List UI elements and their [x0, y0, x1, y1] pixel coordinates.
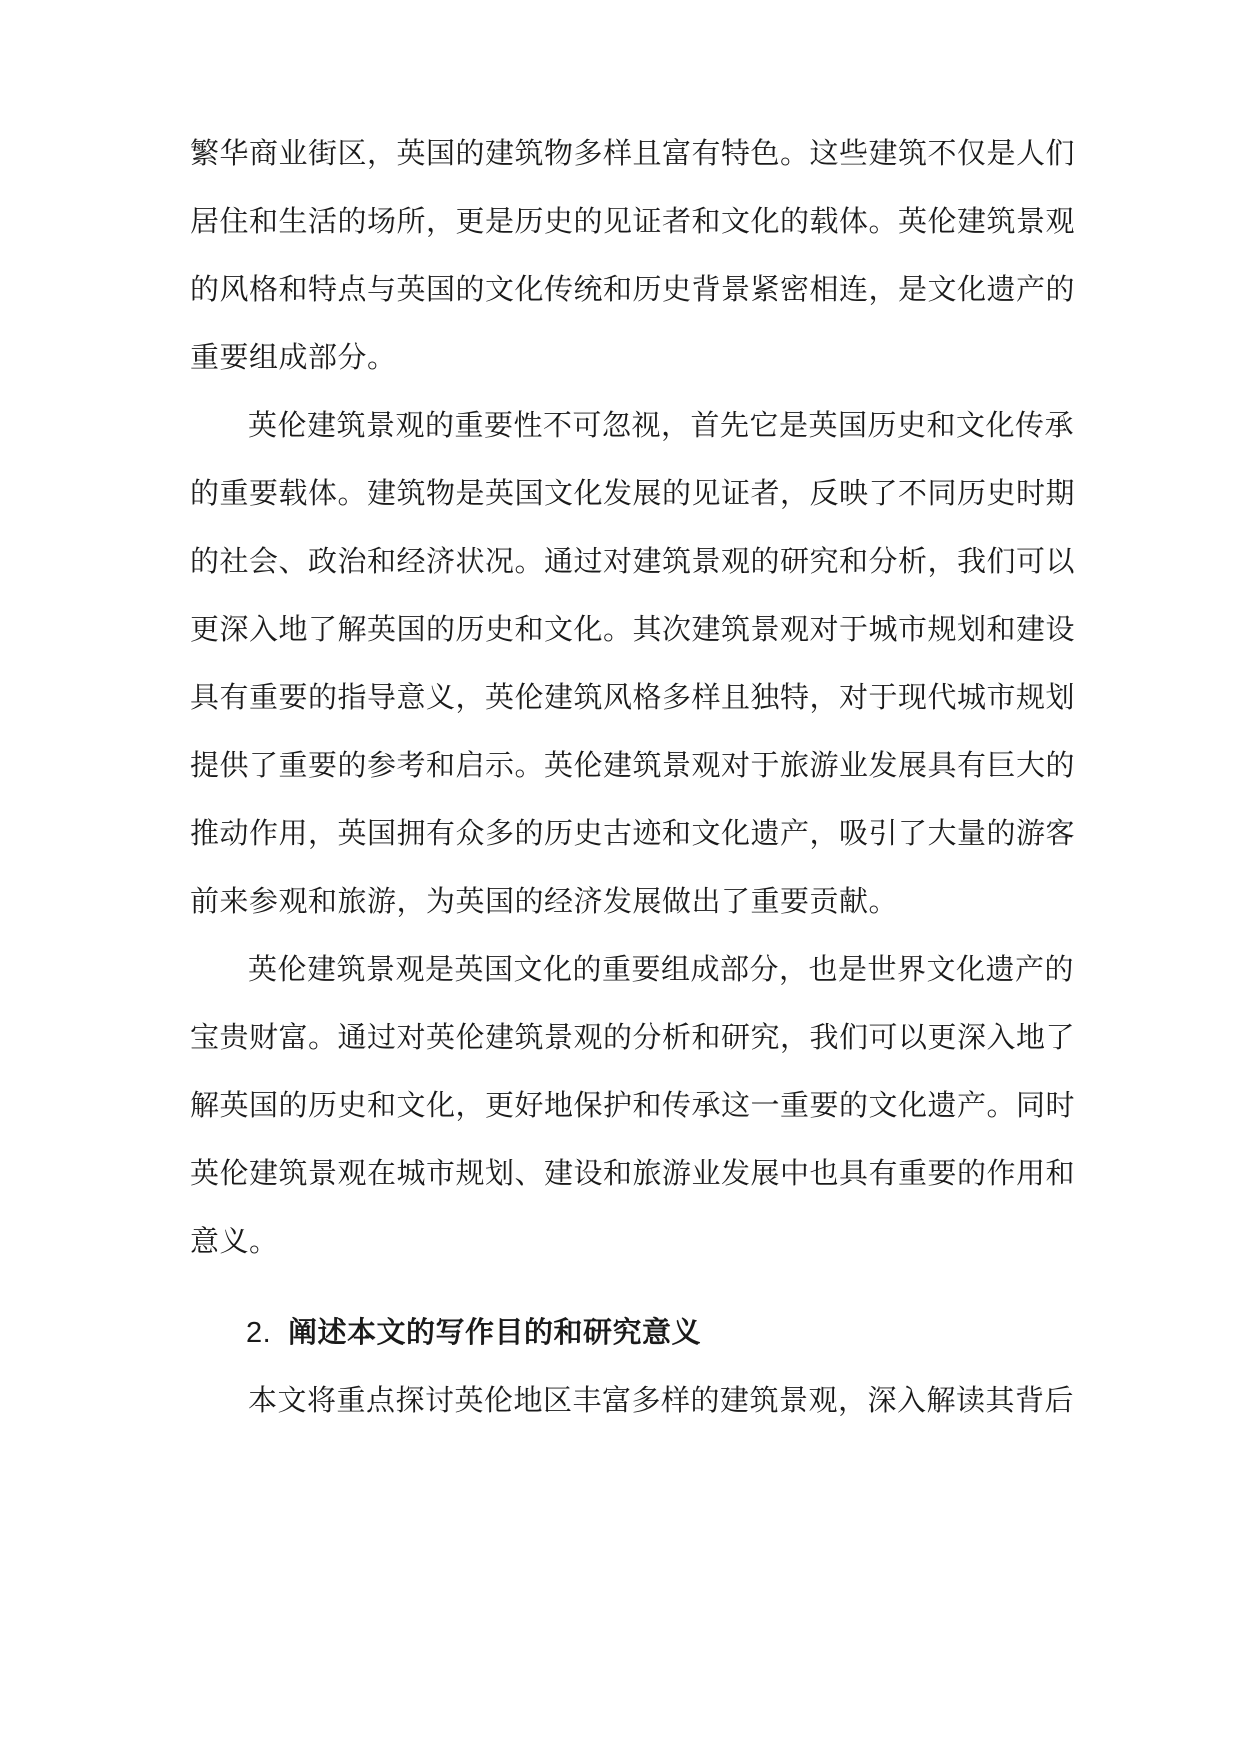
paragraph-line: 英伦建筑景观在城市规划、建设和旅游业发展中也具有重要的作用和: [190, 1156, 1076, 1190]
paragraph-line: 本文将重点探讨英伦地区丰富多样的建筑景观，深入解读其背后: [248, 1383, 1075, 1417]
paragraph-line: 英伦建筑景观是英国文化的重要组成部分，也是世界文化遗产的: [248, 952, 1075, 986]
paragraph-line: 宝贵财富。通过对英伦建筑景观的分析和研究，我们可以更深入地了: [190, 1020, 1076, 1054]
paragraph-line: 解英国的历史和文化，更好地保护和传承这一重要的文化遗产。同时: [190, 1088, 1076, 1122]
paragraph-line: 重要组成部分。: [190, 340, 397, 374]
paragraph-line: 更深入地了解英国的历史和文化。其次建筑景观对于城市规划和建设: [190, 612, 1076, 646]
paragraph-line: 的社会、政治和经济状况。通过对建筑景观的研究和分析，我们可以: [190, 544, 1076, 578]
paragraph-line: 具有重要的指导意义，英伦建筑风格多样且独特，对于现代城市规划: [190, 680, 1076, 714]
paragraph-line: 居住和生活的场所，更是历史的见证者和文化的载体。英伦建筑景观: [190, 204, 1076, 238]
paragraph-line: 英伦建筑景观的重要性不可忽视，首先它是英国历史和文化传承: [248, 408, 1075, 442]
paragraph-line: 提供了重要的参考和启示。英伦建筑景观对于旅游业发展具有巨大的: [190, 748, 1076, 782]
section-title: 阐述本文的写作目的和研究意义: [288, 1315, 702, 1349]
section-number: 2.: [246, 1317, 272, 1349]
paragraph-line: 的重要载体。建筑物是英国文化发展的见证者，反映了不同历史时期: [190, 476, 1076, 510]
paragraph-line: 前来参观和旅游，为英国的经济发展做出了重要贡献。: [190, 884, 899, 918]
paragraph-line: 推动作用，英国拥有众多的历史古迹和文化遗产，吸引了大量的游客: [190, 816, 1076, 850]
section-heading: [246, 1310, 1052, 1354]
paragraph-line: 繁华商业街区，英国的建筑物多样且富有特色。这些建筑不仅是人们: [190, 136, 1076, 170]
paragraph-line: 的风格和特点与英国的文化传统和历史背景紧密相连，是文化遗产的: [190, 272, 1076, 306]
paragraph-line: 意义。: [190, 1224, 279, 1258]
